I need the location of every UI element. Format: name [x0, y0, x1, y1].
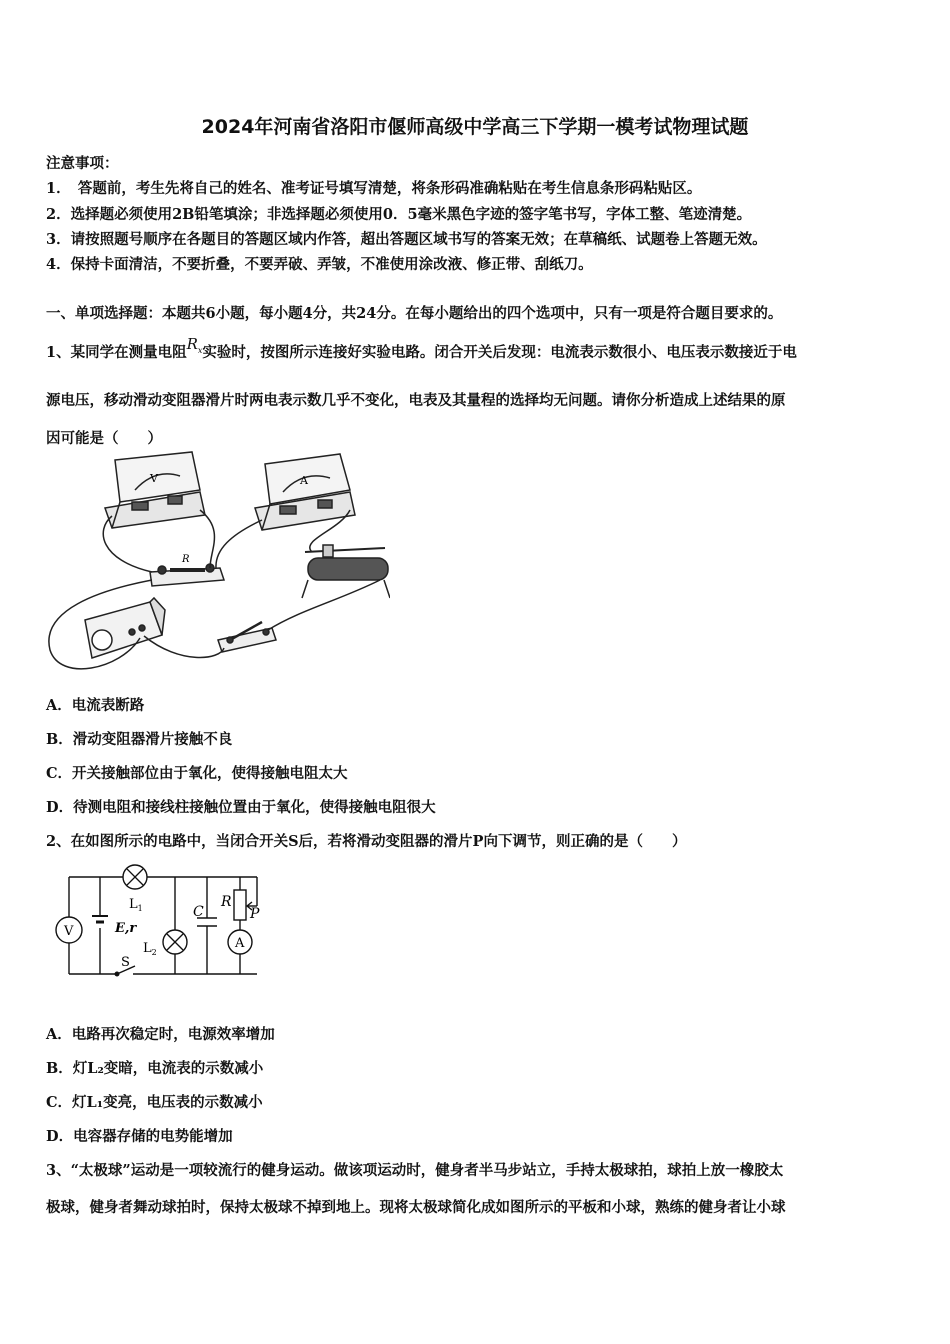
voltmeter-label: V: [150, 472, 158, 485]
q2-option-b[interactable]: B．灯L₂变暗，电流表的示数减小: [46, 1060, 264, 1077]
l2-label: $L_2$: [143, 941, 157, 957]
voltmeter-device: [105, 452, 205, 528]
q1-option-b[interactable]: B．滑动变阻器滑片接触不良: [46, 731, 233, 748]
lamp-l1: [123, 865, 147, 889]
slider-label: P: [250, 906, 260, 922]
emf-label: E,r: [115, 921, 137, 936]
q2-option-c[interactable]: C．灯L₁变亮，电压表的示数减小: [46, 1094, 263, 1111]
rheostat-device: [302, 545, 390, 598]
q2-circuit-diagram: [45, 862, 275, 982]
notice-item: 4．保持卡面清洁，不要折叠，不要弄破、弄皱，不准使用涂改液、修正带、刮纸刀。: [46, 256, 593, 273]
q2-option-a[interactable]: A．电路再次稳定时，电源效率增加: [46, 1026, 275, 1043]
l1-label: $L_1$: [129, 897, 143, 913]
q1-option-c[interactable]: C．开关接触部位由于氧化，使得接触电阻太大: [46, 765, 348, 782]
q1-option-d[interactable]: D．待测电阻和接线柱接触位置由于氧化，使得接触电阻很大: [46, 799, 436, 816]
ammeter-label: A: [300, 474, 308, 487]
switch-label: S: [121, 955, 130, 970]
lamp-l2: [163, 930, 187, 954]
q2-option-d[interactable]: D．电容器存储的电势能增加: [46, 1128, 233, 1145]
question-1-stem-line-3: 因可能是（ ）: [46, 430, 162, 447]
rx-label: R: [182, 554, 190, 565]
question-3-line-2: 极球，健身者舞动球拍时，保持太极球不掉到地上。现将太极球简化成如图所示的平板和小球，熟练的健身者让小球: [46, 1199, 786, 1216]
voltmeter-letter: V: [64, 924, 74, 939]
notice-item: 3．请按照题号顺序在各题目的答题区域内作答，超出答题区域书写的答案无效；在草稿纸、试题卷上答题无效。: [46, 231, 767, 248]
rx-symbol: $R_x$: [186, 335, 203, 355]
notice-item: 2．选择题必须使用2B铅笔填涂；非选择题必须使用0．5毫米黑色字迹的签字笔书写，字体工整、笔迹清楚。: [46, 206, 752, 223]
resistor-label: R: [221, 894, 232, 910]
q1-stem-b: 实验时，按图所示连接好实验电路。闭合开关后发现：电流表示数很小、电压表示数接近于电: [202, 344, 797, 361]
power-supply: [85, 598, 165, 658]
question-3-line-1: 3、“太极球”运动是一项较流行的健身运动。做该项运动时，健身者半马步站立，手持太极球拍，球拍上放一橡胶太: [46, 1162, 784, 1179]
q1-stem-a: 1、某同学在测量电阻: [46, 344, 187, 361]
page-title: 2024年河南省洛阳市偃师高级中学高三下学期一模考试物理试题: [201, 116, 749, 138]
notice-heading: 注意事项：: [46, 155, 119, 172]
ammeter-device: [255, 454, 355, 530]
section-heading: 一、单项选择题：本题共6小题，每小题4分，共24分。在每小题给出的四个选项中，只有一项是符合题目要求的。: [46, 305, 783, 322]
question-2-stem: 2、在如图所示的电路中，当闭合开关S后，若将滑动变阻器的滑片P向下调节，则正确的是（ ）: [46, 833, 687, 850]
question-1-stem-line-2: 源电压，移动滑动变阻器滑片时两电表示数几乎不变化，电表及其量程的选择均无问题。请你分析造成上述结果的原: [46, 392, 786, 409]
ammeter-letter: A: [235, 936, 245, 951]
notice-item: 1． 答题前，考生先将自己的姓名、准考证号填写清楚，将条形码准确粘贴在考生信息条形码粘贴区。: [46, 180, 702, 197]
q1-option-a[interactable]: A．电流表断路: [46, 697, 145, 714]
q1-apparatus-figure: [40, 450, 390, 685]
question-1-stem-line-1: [46, 335, 797, 363]
rx-board: [150, 564, 224, 586]
switch-device: [218, 622, 276, 652]
capacitor-label: C: [193, 904, 204, 920]
